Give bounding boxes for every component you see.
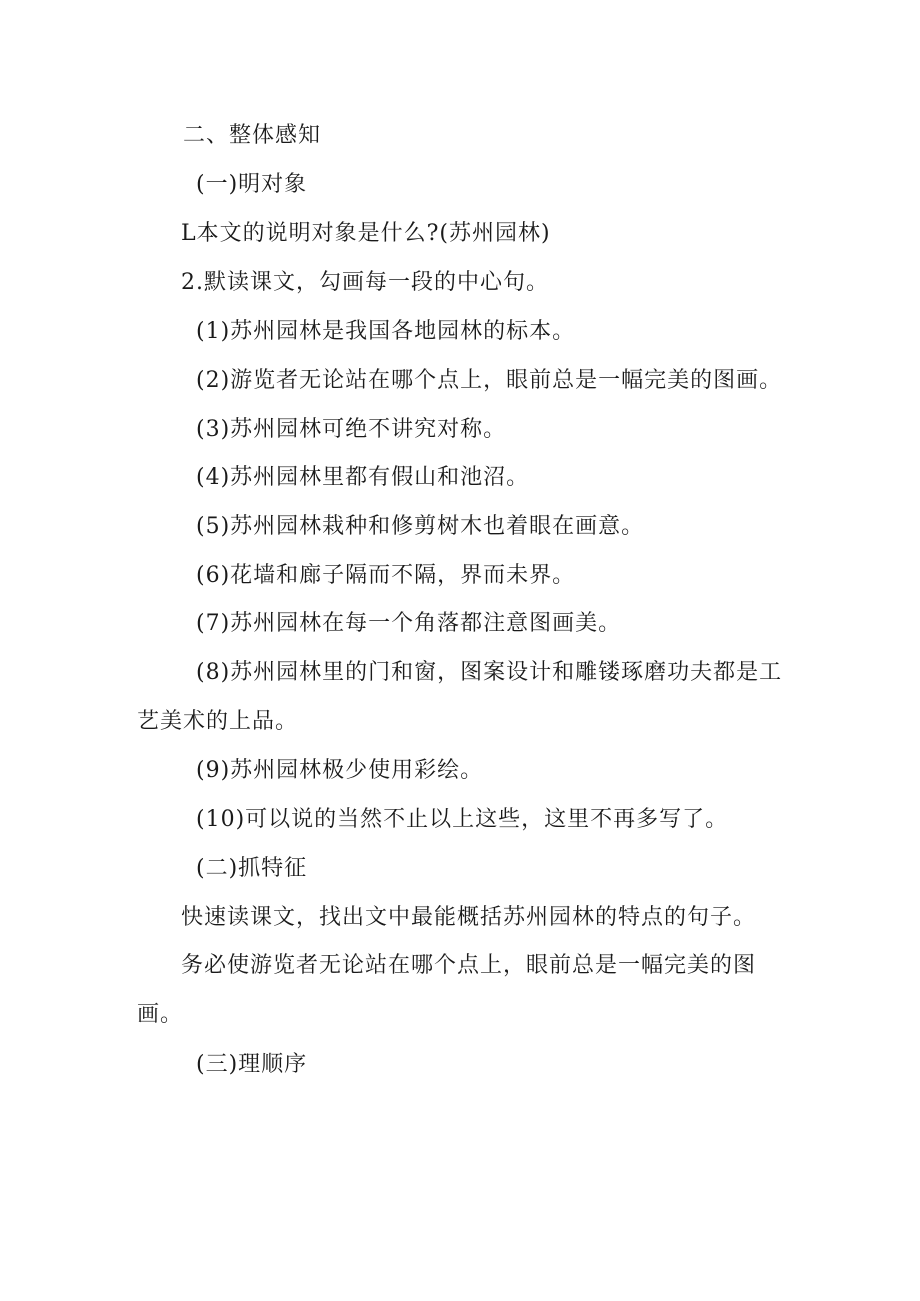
subheading-order: (三)理顺序 [196, 1052, 308, 1077]
question-2: 2.默读课文，勾画每一段的中心句。 [181, 270, 549, 295]
list-item: (3)苏州园林可绝不讲究对称。 [196, 417, 507, 442]
subheading-object: (一)明对象 [196, 172, 308, 197]
paragraph-continuation: 画。 [137, 1002, 184, 1027]
section-heading-overall: 二、整体感知 [183, 123, 322, 148]
list-item: (9)苏州园林极少使用彩绘。 [196, 758, 484, 783]
list-item: (10)可以说的当然不止以上这些，这里不再多写了。 [196, 807, 729, 832]
question-1: L本文的说明对象是什么?(苏州园林) [181, 221, 551, 246]
list-item: (6)花墙和廊子隔而不隔，界而未界。 [196, 563, 576, 588]
subheading-features: (二)抓特征 [196, 856, 308, 881]
list-item-continuation: 艺美术的上品。 [137, 709, 299, 734]
list-item: (5)苏州园林栽种和修剪树木也着眼在画意。 [196, 514, 645, 539]
list-item: (8)苏州园林里的门和窗，图案设计和雕镂琢磨功夫都是工 [196, 660, 783, 685]
paragraph: 务必使游览者无论站在哪个点上，眼前总是一幅完美的图 [181, 953, 757, 978]
list-item: (1)苏州园林是我国各地园林的标本。 [196, 319, 576, 344]
paragraph: 快速读课文，找出文中最能概括苏州园林的特点的句子。 [181, 905, 757, 930]
list-item: (4)苏州园林里都有假山和池沼。 [196, 465, 530, 490]
list-item: (7)苏州园林在每一个角落都注意图画美。 [196, 611, 622, 636]
list-item: (2)游览者无论站在哪个点上，眼前总是一幅完美的图画。 [196, 368, 783, 393]
